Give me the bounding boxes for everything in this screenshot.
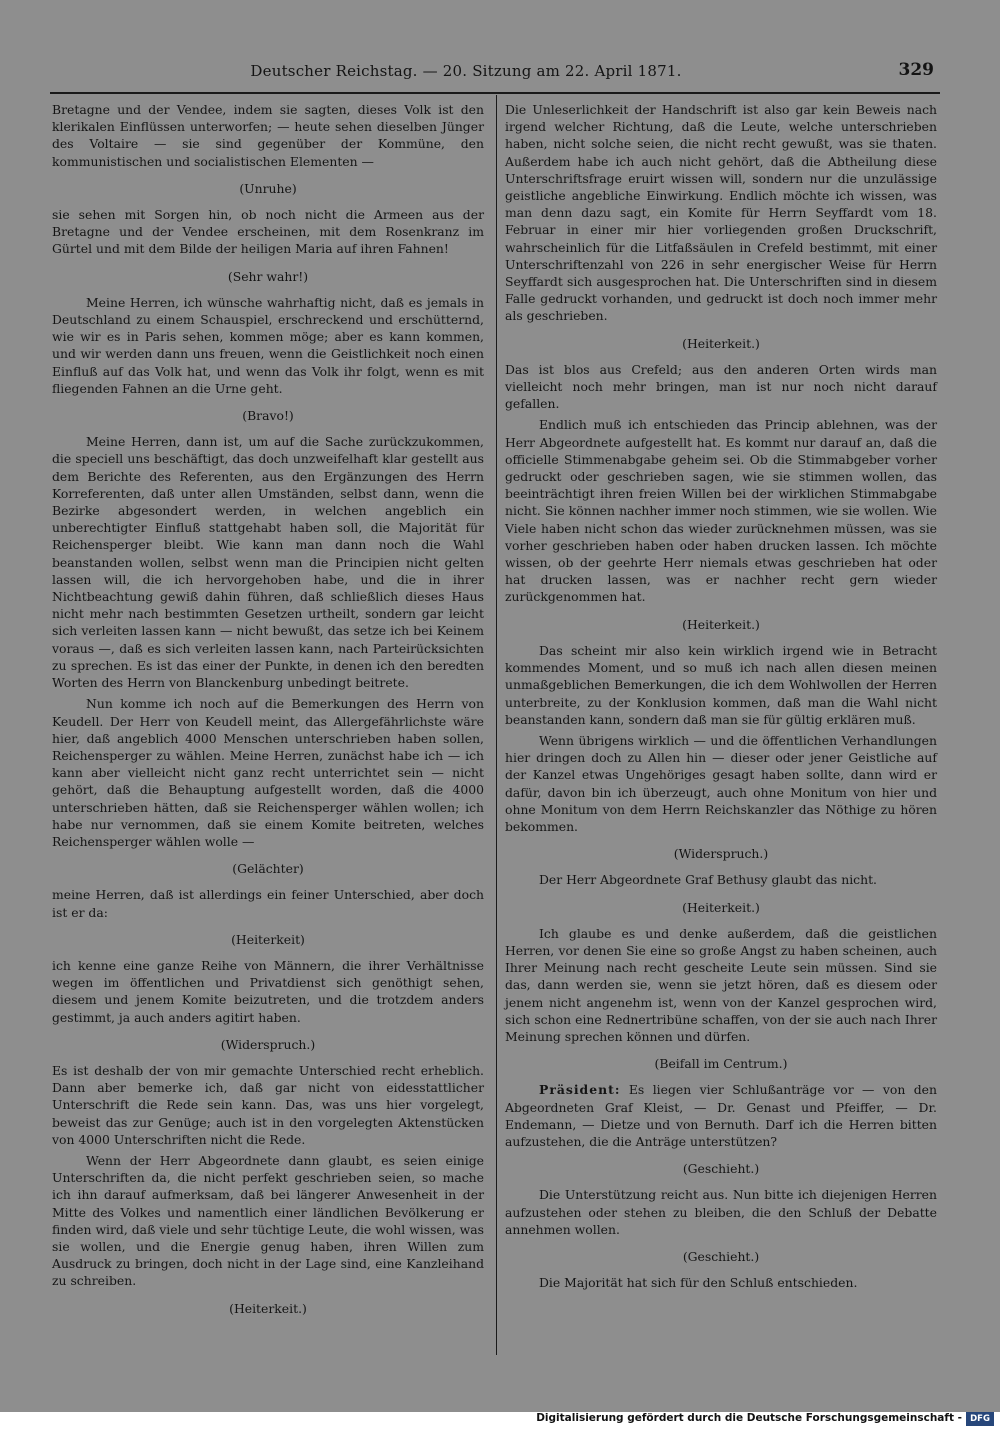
stage-direction: (Heiterkeit.): [229, 1300, 307, 1316]
paragraph: Bretagne und der Vendee, indem sie sagten, dieses Volk ist den klerikalen Einflüssen unterworfen; — heute sehen dieselben Jünger des Voltaire — sie sind gegenüber der Kommüne, den kommunistischen und socialistischen Elementen —: [52, 102, 484, 169]
header-rule: [50, 92, 940, 94]
paragraph: Die Unterstützung reicht aus. Nun bitte ich diejenigen Herren aufzustehen oder stehen zu bleiben, die den Schluß der Debatte annehmen wollen.: [505, 1187, 937, 1237]
left-column: [52, 101, 484, 1326]
stage-direction: (Sehr wahr!): [227, 268, 309, 284]
stage-direction: (Widerspruch.): [220, 1036, 316, 1052]
paragraph: Die Majorität hat sich für den Schluß entschieden.: [539, 1275, 858, 1291]
paragraph: Der Herr Abgeordnete Graf Bethusy glaubt das nicht.: [539, 872, 877, 888]
speaker-paragraph: [505, 1081, 937, 1150]
column-divider: [496, 95, 497, 1355]
stage-direction: (Bravo!): [242, 408, 294, 424]
speaker-text: Es liegen vier Schlußanträge vor — von den Abgeordneten Graf Kleist, — Dr. Genast und Pfeiffer, — Dr. Endemann, — Dietze und von Bernuth. Darf ich die Herren bitten aufzustehen, die die Anträge unterstützen?: [505, 1082, 937, 1149]
paragraph: Das ist blos aus Crefeld; aus den anderen Orten wirds man vielleicht noch mehr bringen, man ist nur noch nicht darauf gefallen.: [505, 361, 937, 412]
stage-direction: (Heiterkeit.): [682, 616, 760, 632]
stage-direction: (Unruhe): [239, 180, 297, 196]
paragraph: Es ist deshalb der von mir gemachte Unterschied recht erheblich. Dann aber bemerke ich, daß gar nicht von eidesstattlicher Unterschrift die Rede sein kann. Das, was uns hier vorgelegt, beweist das zur Genüge; auch ist in den vorgelegten Aktenstücken von 4000 Unterschriften nicht die Rede.: [52, 1062, 484, 1147]
stage-direction: (Geschieht.): [682, 1161, 760, 1177]
speaker-name: Präsident:: [539, 1082, 621, 1098]
paragraph: Meine Herren, ich wünsche wahrhaftig nicht, daß es jemals in Deutschland zu einem Schauspiel, erschreckend und erschütternd, wie wir es in Paris sehen, kommen möge; aber es kann kommen, und wir werden dann uns freuen, wenn die Geistlichkeit noch einen Einfluß auf das Volk hat, und wenn das Volk ihr folgt, wenn es mit fliegenden Fahnen an die Urne geht.: [52, 294, 484, 396]
funding-note: Digitalisierung gefördert durch die Deutsche Forschungsgemeinschaft -: [536, 1412, 962, 1424]
footer: [0, 1412, 1000, 1428]
stage-direction: (Widerspruch.): [673, 846, 769, 862]
page-number: 329: [898, 60, 934, 80]
paragraph: sie sehen mit Sorgen hin, ob noch nicht die Armeen aus der Bretagne und der Vendee erscheinen, mit dem Rosenkranz im Gürtel und mit dem Bilde der heiligen Maria auf ihren Fahnen!: [52, 207, 484, 257]
paragraph: Wenn der Herr Abgeordnete dann glaubt, es seien einige Unterschriften da, die nicht perfekt geschrieben seien, so mache ich ihn darauf aufmerksam, daß bei längerer Anwesenheit in der Mitte des Volkes und namentlich einer ländlichen Bevölkerung er finden wird, daß viele und sehr tüchtige Leute, die wohl wissen, was sie wollen, und die Energie genug haben, ihren Willen zum Ausdruck zu bringen, doch nicht in der Lage sind, eine Kanzleihand zu schreiben.: [52, 1152, 484, 1289]
right-column: [505, 101, 937, 1295]
stage-direction: (Gelächter): [232, 861, 304, 877]
paragraph: Nun komme ich noch auf die Bemerkungen des Herrn von Keudell. Der Herr von Keudell meint, das Allergefährlichste wäre hier, daß angeblich 4000 Menschen unterschrieben haben sollen, Reichensperger zu wählen. Meine Herren, zunächst habe ich — ich kann aber vielleicht nicht ganz recht unterrichtet sein — nicht gehört, daß die Behauptung aufgestellt worden, daß die 4000 unterschrieben hätten, daß sie Reichensperger wählen wollen; ich habe nur vernommen, daß sie einem Komite beitreten, welches Reichensperger wählen wolle —: [52, 696, 484, 849]
stage-direction: (Heiterkeit): [231, 931, 305, 947]
paragraph: Endlich muß ich entschieden das Princip ablehnen, was der Herr Abgeordnete aufgestellt hat. Es kommt nur darauf an, daß die officielle Stimmenabgabe geheim sei. Ob die Stimmabgeber vorher gedruckt oder geschrieben sagen, wie sie stimmen wollen, das beeinträchtigt ihren freien Willen bei der wirklichen Stimmabgabe nicht. Sie können nachher immer noch stimmen, wie sie wollen. Wie Viele haben nicht schon das wieder zurücknehmen müssen, was sie vorher geschrieben haben oder haben drucken lassen. Ich möchte wissen, ob der geehrte Herr niemals etwas geschrieben hat oder hat drucken lassen, was er nachher recht gern wieder zurückgenommen hat.: [505, 417, 937, 605]
dfg-logo: DFG: [966, 1412, 994, 1426]
paragraph: Ich glaube es und denke außerdem, daß die geistlichen Herren, vor denen Sie eine so große Angst zu haben scheinen, auch Ihrer Meinung nach recht gescheite Leute sein müssen. Sind sie das, dann werden sie, wenn sie jetzt hören, daß es diesem oder jenem nicht angenehm ist, wenn von der Kanzel gesprochen wird, sich schon eine Rednertribüne schaffen, von der sie auch nach Ihrer Meinung sprechen können und dürfen.: [505, 925, 937, 1044]
paragraph: Meine Herren, dann ist, um auf die Sache zurückzukommen, die speciell uns beschäftigt, das doch unzweifelhaft klar gestellt aus dem Berichte des Referenten, aus den Ergänzungen des Herrn Korreferenten, daß unter allen Umständen, selbst dann, wenn die Bezirke abgesondert werden, in welchen angeblich ein unberechtigter Einfluß stattgehabt haben soll, die Majorität für Reichensperger bleibt. Wie kann man dann noch die Wahl beanstanden wollen, selbst wenn man die Principien nicht gelten lassen will, die ich hervorgehoben habe, und die in ihrer Nichtbeachtung gewiß dahin führen, daß schließlich dieses Haus nicht mehr nach bestimmten Gesetzen urtheilt, sondern gar leicht sich verleiten lassen kann — nicht bewußt, das setze ich bei Keinem voraus —, daß es sich verleiten lassen kann, nach Parteirücksichten zu sprechen. Es ist das einer der Punkte, in denen ich den beredten Worten des Herrn von Blanckenburg unbedingt beitrete.: [52, 434, 484, 691]
paragraph: Die Unleserlichkeit der Handschrift ist also gar kein Beweis nach irgend welcher Richtung, daß die Leute, welche unterschrieben haben, nicht solche seien, die nicht recht gewußt, was sie thaten. Außerdem habe ich auch nicht gehört, daß die Abtheilung diese Unterschriftsfrage eruirt wissen will, sondern nur die unzulässige geistliche angebliche Einwirkung. Endlich möchte ich wissen, was man denn dazu sagt, ein Komite für Herrn Seyffardt vom 18. Februar in einer mir hier vorliegenden großen Druckschrift, wahrscheinlich für die Litfaßsäulen in Crefeld bestimmt, mit einer Unterschriftenzahl von 226 in sehr energischer Weise für Herrn Seyffardt sich ausgesprochen hat. Die Unterschriften sind in diesem Falle gedruckt vorhanden, und gedruckt ist doch noch immer mehr als geschrieben.: [505, 102, 937, 324]
stage-direction: (Heiterkeit.): [682, 899, 760, 915]
paragraph: Das scheint mir also kein wirklich irgend wie in Betracht kommendes Moment, und so muß ich nach allen diesen meinen unmaßgeblichen Bemerkungen, die ich dem Wohlwollen der Herren unterbreite, zu der Konklusion kommen, daß man die Wahl nicht beanstanden kann, sondern daß man sie für gültig erklären muß.: [505, 642, 937, 727]
paragraph: meine Herren, daß ist allerdings ein feiner Unterschied, aber doch ist er da:: [52, 887, 484, 920]
paragraph: ich kenne eine ganze Reihe von Männern, die ihrer Verhältnisse wegen im öffentlichen und Privatdienst sich genöthigt sehen, diesem und jenem Komite beizutreten, und die trotzdem anders gestimmt, ja auch anders agitirt haben.: [52, 957, 484, 1025]
running-title: Deutscher Reichstag. — 20. Sitzung am 22. April 1871.: [250, 62, 682, 80]
stage-direction: (Beifall im Centrum.): [654, 1056, 788, 1072]
stage-direction: (Geschieht.): [682, 1248, 760, 1264]
paragraph: Wenn übrigens wirklich — und die öffentlichen Verhandlungen hier dringen doch zu Allen hin — dieser oder jener Geistliche auf der Kanzel etwas Ungehöriges gesagt haben sollte, dann wird er dafür, davon bin ich überzeugt, auch ohne Monitum von hier und ohne Monitum von dem Herrn Reichskanzler das Nöthige zu hören bekommen.: [505, 732, 937, 834]
page-header: [58, 62, 934, 84]
stage-direction: (Heiterkeit.): [682, 335, 760, 351]
